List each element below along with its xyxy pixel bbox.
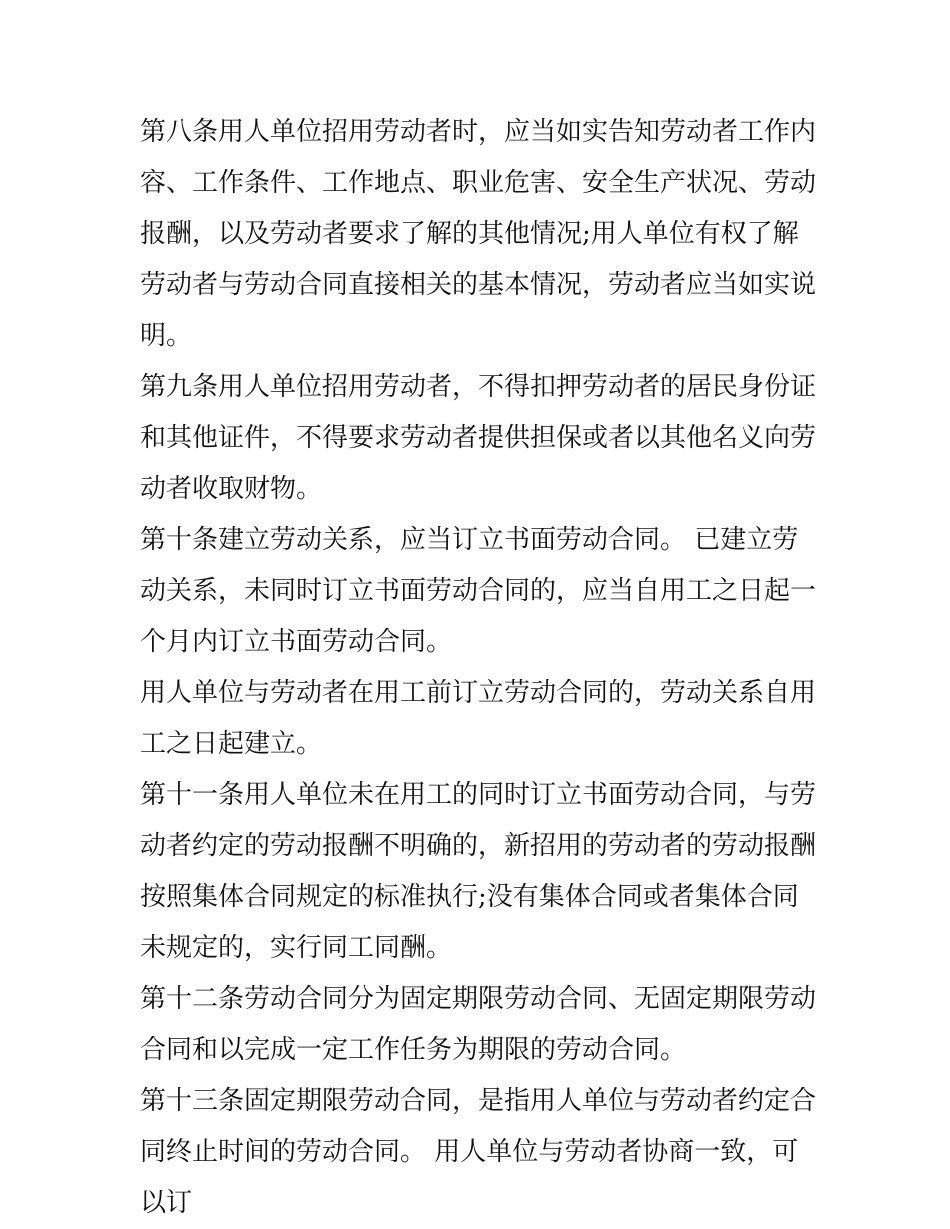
article-11-paragraph: 第十一条用人单位未在用工的同时订立书面劳动合同，与劳动者约定的劳动报酬不明确的，新招用的劳动者的劳动报酬按照集体合同规定的标准执行;没有集体合同或者集体合同未规定的，实行同工同酬。 [140,780,817,963]
article-12-paragraph: 第十二条劳动合同分为固定期限劳动合同、无固定期限劳动合同和以完成一定工作任务为期限的劳动合同。 [140,984,817,1065]
article-9-paragraph: 第九条用人单位招用劳动者，不得扣押劳动者的居民身份证和其他证件，不得要求劳动者提供担保或者以其他名义向劳动者收取财物。 [140,372,817,504]
article-10-continuation-paragraph: 用人单位与劳动者在用工前订立劳动合同的，劳动关系自用工之日起建立。 [140,678,817,759]
document-body [140,107,816,1229]
article-13-paragraph: 第十三条固定期限劳动合同，是指用人单位与劳动者约定合同终止时间的劳动合同。 用人单位与劳动者协商一致，可以订 [140,1086,817,1218]
article-10-paragraph: 第十条建立劳动关系，应当订立书面劳动合同。 已建立劳动关系，未同时订立书面劳动合同的，应当自用工之日起一个月内订立书面劳动合同。 [140,525,817,657]
article-8-paragraph: 第八条用人单位招用劳动者时，应当如实告知劳动者工作内容、工作条件、工作地点、职业危害、安全生产状况、劳动报酬，以及劳动者要求了解的其他情况;用人单位有权了解劳动者与劳动合同直接相关的基本情况，劳动者应当如实说明。 [140,117,817,351]
